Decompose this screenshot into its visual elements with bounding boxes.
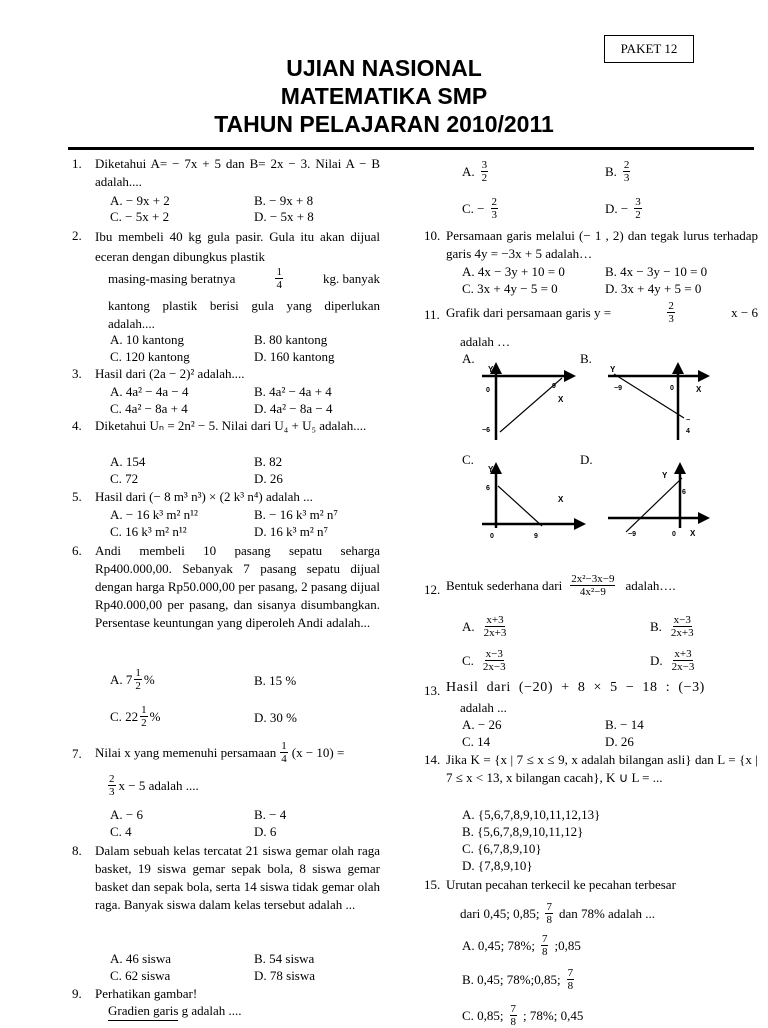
option-d: D. − 5x + 8 xyxy=(254,209,314,224)
question-number: 9. xyxy=(72,986,82,1001)
origin-label: 0 xyxy=(670,385,674,392)
question-number: 13. xyxy=(424,683,441,698)
tick-label: 6 xyxy=(682,489,686,496)
question-number: 7. xyxy=(72,746,82,761)
tick-label: 4 xyxy=(686,428,690,435)
option-a: A. 46 siswa xyxy=(110,951,172,966)
option-d: D. 26 xyxy=(605,734,634,749)
question-text: Dalam sebuah kelas tercatat 21 siswa gemar olah raga basket, 19 siswa gemar sepak bola, 8 siswa gemar basket dan sepak bola, serta 14 siswa tidak gemar olah raga. Banyak siswa dalam kelas tersebut adalah ... xyxy=(95,843,380,912)
tick-label: −6 xyxy=(482,427,490,434)
option-c: C. 16 k³ m² n¹² xyxy=(110,524,187,539)
option-c: C. 72 xyxy=(110,471,139,486)
origin-label: 0 xyxy=(672,531,676,538)
option-a: A. − 26 xyxy=(462,717,502,732)
option-a: A. − 6 xyxy=(110,807,143,822)
option-b: B. − 16 k³ m² n⁷ xyxy=(254,507,338,522)
graph-label-b: B. xyxy=(580,351,592,366)
option-b: B. 15 % xyxy=(254,673,297,688)
question-text: Andi membeli 10 pasang sepatu seharga Rp400.000,00. Sebanyak 7 pasang sepatu dijual dengan harga Rp50.000,00 per pasang, 2 pasang dijual Rp40.000,00 per pasang, dan sisanya disumbangkan. Persentase keuntungan yang diperoleh Andi adalah... xyxy=(95,543,380,630)
tick-label: −9 xyxy=(614,385,622,392)
axis-y-label: Y xyxy=(488,465,494,474)
graph-label-d: D. xyxy=(580,452,593,467)
question-number: 14. xyxy=(424,752,441,767)
question-number: 12. xyxy=(424,582,441,597)
question-text: kg. banyak xyxy=(322,270,380,286)
option-b: B. 0,45; 78%;0,85; $\frac{7}{8}$ xyxy=(462,967,574,992)
axis-y-label: Y xyxy=(610,365,616,374)
option-c: C. 14 xyxy=(462,734,491,749)
question-text: Bentuk sederhana dari $\frac{\text{2x²−3x−9}}{\text{4x²−9}}$ adalah…. xyxy=(446,573,676,598)
question-number: 6. xyxy=(72,543,82,558)
graph-label-c: C. xyxy=(462,452,474,467)
question-number: 2. xyxy=(72,228,82,243)
origin-label: 0 xyxy=(490,533,494,540)
graph-d xyxy=(604,462,714,544)
question-text: Hasil dari (− 8 m³ n³) × (2 k³ n⁴) adalah ... xyxy=(95,489,313,504)
axis-y-label: Y xyxy=(662,471,668,480)
question-text: adalah ... xyxy=(460,700,507,715)
question-text: Jika K = {x | 7 ≤ x ≤ 9, x adalah bilangan asli} dan L = {x | 7 ≤ x < 13, x bilangan cacah}, K ∪ L = ... xyxy=(446,752,758,785)
option-d: D. {7,8,9,10} xyxy=(462,858,533,873)
option-a: A. − 9x + 2 xyxy=(110,193,170,208)
title-line-3: TAHUN PELAJARAN 2010/2011 xyxy=(214,111,554,137)
option-a: A. {5,6,7,8,9,10,11,12,13} xyxy=(462,807,601,822)
question-text: Hasil dari (−20) + 8 × 5 − 18 : (−3) xyxy=(446,680,705,695)
question-text: Grafik dari persamaan garis y = $\frac{2}{3}$ x − 6 xyxy=(446,300,758,325)
tick-label: 9 xyxy=(534,533,538,540)
option-c: C. 4a² − 8a + 4 xyxy=(110,401,188,416)
title-line-2: MATEMATIKA SMP xyxy=(280,83,488,109)
option-b: B. $\frac{2}{3}$ xyxy=(605,159,630,184)
option-b: B. − 14 xyxy=(605,717,644,732)
option-a: A. 10 kantong xyxy=(110,332,185,347)
fraction: $\frac{1}{4}$ xyxy=(276,266,282,291)
question-text: Perhatikan gambar! xyxy=(95,986,198,1001)
option-b: B. $\frac{x-3}{2x+3}$ xyxy=(650,614,694,639)
question-text: Nilai x yang memenuhi persamaan $\frac{1}{4}$ (x − 10) = xyxy=(95,740,345,765)
option-d: D. − $\frac{3}{2}$ xyxy=(605,196,641,221)
option-b: B. {5,6,7,8,9,10,11,12} xyxy=(462,824,584,839)
option-b: B. 80 kantong xyxy=(254,332,328,347)
option-a: A. 0,45; 78%; $\frac{7}{8}$ ;0,85 xyxy=(462,933,581,958)
question-number: 8. xyxy=(72,843,82,858)
option-c: C. − 5x + 2 xyxy=(110,209,170,224)
question-text: Hasil dari (2a − 2)² adalah.... xyxy=(95,366,245,381)
option-d: D. 3x + 4y + 5 = 0 xyxy=(605,281,702,296)
question-text: Persamaan garis melalui (− 1 , 2) dan tegak lurus terhadap garis 4y = −3x + 5 adalah… xyxy=(446,228,758,261)
axis-x-label: X xyxy=(558,395,564,404)
question-number: 15. xyxy=(424,877,441,892)
option-a: A. 154 xyxy=(110,454,146,469)
header-rule xyxy=(68,147,754,150)
option-a: A. 4x − 3y + 10 = 0 xyxy=(462,264,565,279)
graph-c xyxy=(478,462,590,544)
question-text: Diketahui A= − 7x + 5 dan B= 2x − 3. Nilai A − B adalah.... xyxy=(95,156,380,189)
axis-x-label: X xyxy=(696,385,702,394)
tick-label: 9 xyxy=(552,383,556,390)
question-text: Gradien garis g adalah .... xyxy=(108,1003,242,1018)
option-d: D. 78 siswa xyxy=(254,968,316,983)
question-number: 5. xyxy=(72,489,82,504)
tick-label: − xyxy=(686,417,691,424)
option-a: A. $\frac{x+3}{2x+3}$ xyxy=(462,614,507,639)
question-text: Ibu membeli 40 kg gula pasir. Gula itu akan dijual eceran dengan dibungkus plastik xyxy=(95,229,380,264)
option-b: B. 54 siswa xyxy=(254,951,315,966)
option-a: A. 4a² − 4a − 4 xyxy=(110,384,189,399)
option-d: D. 26 xyxy=(254,471,283,486)
option-d: D. 6 xyxy=(254,824,277,839)
option-b: B. 4a² − 4a + 4 xyxy=(254,384,332,399)
option-b: B. 4x − 3y − 10 = 0 xyxy=(605,264,708,279)
question-text: masing-masing beratnya xyxy=(108,270,236,286)
option-c: C. 4 xyxy=(110,824,132,839)
option-c: C. 22 $\frac{1}{2}$ % xyxy=(110,704,161,729)
tick-label: 6 xyxy=(486,485,490,492)
tick-label: −9 xyxy=(628,531,636,538)
option-b: B. − 4 xyxy=(254,807,287,822)
question-text: $\frac{2}{3}$ x − 5 adalah .... xyxy=(109,773,199,798)
graph-b xyxy=(604,362,714,442)
question-number: 3. xyxy=(72,366,82,381)
question-number: 4. xyxy=(72,418,82,433)
origin-label: 0 xyxy=(486,387,490,394)
graph-a xyxy=(478,362,578,442)
option-b: B. 82 xyxy=(254,454,283,469)
option-d: D. 16 k³ m² n⁷ xyxy=(254,524,329,539)
option-d: D. 160 kantong xyxy=(254,349,335,364)
option-a: A. − 16 k³ m² n¹² xyxy=(110,507,198,522)
title-line-1: UJIAN NASIONAL xyxy=(286,55,482,81)
paket-label: PAKET 12 xyxy=(604,35,694,63)
option-b: B. − 9x + 8 xyxy=(254,193,314,208)
option-a: A. 7 $\frac{1}{2}$ % xyxy=(110,667,155,692)
axis-x-label: X xyxy=(690,529,696,538)
option-c: C. $\frac{x-3}{2x-3}$ xyxy=(462,648,506,673)
option-a: A. $\frac{3}{2}$ xyxy=(462,159,488,184)
question-text: adalah … xyxy=(460,334,511,349)
option-d: D. $\frac{x+3}{2x-3}$ xyxy=(650,648,695,673)
axis-x-label: X xyxy=(558,495,564,504)
question-number: 10. xyxy=(424,228,441,243)
question-text: Diketahui Uₙ = 2n² − 5. Nilai dari U₄ + U₅ adalah.... xyxy=(95,418,367,433)
question-text: Urutan pecahan terkecil ke pecahan terbesar xyxy=(446,877,676,892)
question-text: dari 0,45; 0,85; $\frac{7}{8}$ dan 78% adalah ... xyxy=(460,901,655,926)
option-c: C. 3x + 4y − 5 = 0 xyxy=(462,281,558,296)
option-d: D. 4a² − 8a − 4 xyxy=(254,401,333,416)
option-c: C. {6,7,8,9,10} xyxy=(462,841,542,856)
option-c: C. 62 siswa xyxy=(110,968,171,983)
question-text: kantong plastik berisi gula yang diperlukan adalah.... xyxy=(108,298,380,331)
graph-label-a: A. xyxy=(462,351,475,366)
question-number: 1. xyxy=(72,156,82,171)
option-c: C. 120 kantong xyxy=(110,349,190,364)
figure-top-line xyxy=(108,1020,178,1021)
option-d: D. 30 % xyxy=(254,710,297,725)
option-c: C. − $\frac{2}{3}$ xyxy=(462,196,498,221)
option-c: C. 0,85; $\frac{7}{8}$ ; 78%; 0,45 xyxy=(462,1003,584,1028)
question-number: 11. xyxy=(424,307,440,322)
axis-y-label: Y xyxy=(488,365,494,374)
